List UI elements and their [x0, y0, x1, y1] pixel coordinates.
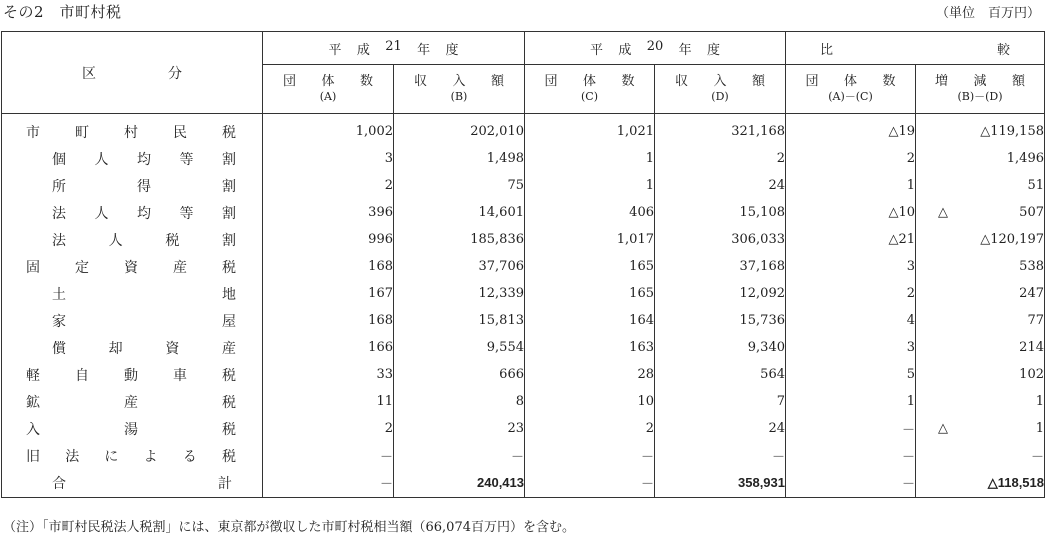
header-dantai-diff-char: 体: [843, 74, 857, 89]
row-label-char: 動: [124, 367, 138, 384]
row-label-char: 却: [108, 340, 123, 357]
cell-e: 2: [786, 145, 916, 172]
header-dantai-c-char: 団: [544, 74, 558, 89]
cell-d: 2: [655, 145, 786, 172]
header-h20-char: 平: [590, 42, 604, 58]
header-hikaku: [786, 32, 1045, 65]
cell-c: 2: [525, 415, 655, 442]
unit-label: （単位 百万円）: [935, 6, 1040, 21]
header-h20-char: 20: [646, 38, 664, 54]
header-zogen-char: 増: [935, 74, 949, 89]
row-label-char: 合: [52, 475, 66, 492]
row-label-char: 固: [26, 259, 40, 276]
cell-e: 2: [786, 280, 916, 307]
header-kubun: [2, 32, 263, 114]
table-row: [2, 280, 1045, 307]
header-hikaku-char: 較: [996, 42, 1010, 58]
row-label: [2, 307, 263, 334]
cell-a: 166: [263, 334, 394, 361]
header-kubun-char: 分: [168, 65, 182, 82]
row-label-char: 車: [173, 367, 187, 384]
triangle-mark: △: [938, 205, 948, 220]
row-label-char: 人: [108, 232, 123, 249]
cell-e: △10: [786, 199, 916, 226]
table-row: [2, 253, 1045, 280]
header-dantai-a: 団 体 数 (A): [263, 65, 394, 114]
row-label: [2, 361, 263, 388]
cell-e: －: [786, 415, 916, 442]
table-row: [2, 226, 1045, 253]
header-shunyu-b-char: 収: [414, 74, 428, 89]
table-row: [2, 199, 1045, 226]
row-label-char: 税: [222, 259, 236, 276]
row-label-char: 家: [52, 313, 66, 330]
cell-d: 15,736: [655, 307, 786, 334]
cell-d: 9,340: [655, 334, 786, 361]
cell-b: －: [394, 442, 525, 469]
row-label-char: 等: [179, 151, 194, 168]
row-label-char: 土: [52, 286, 66, 303]
header-dantai-diff-char: 数: [882, 74, 896, 89]
cell-d: 24: [655, 172, 786, 199]
row-label-char: 割: [222, 178, 236, 195]
row-label: [2, 280, 263, 307]
row-label-char: 税: [222, 421, 236, 438]
cell-f: △119,158: [916, 114, 1045, 146]
header-shunyu-d: 収 入 額 (D): [655, 65, 786, 114]
cell-d: 15,108: [655, 199, 786, 226]
table-row: [2, 361, 1045, 388]
cell-d: 24: [655, 415, 786, 442]
cell-a: 168: [263, 253, 394, 280]
cell-b: 15,813: [394, 307, 525, 334]
header-h21-char: 度: [445, 42, 459, 58]
page-title: その2 市町村税: [3, 3, 122, 21]
row-label-char: 法: [65, 448, 80, 465]
cell-b: 8: [394, 388, 525, 415]
row-label-char: 村: [124, 124, 138, 141]
cell-a: 11: [263, 388, 394, 415]
cell-e: 5: [786, 361, 916, 388]
cell-c: 165: [525, 253, 655, 280]
row-label: [2, 334, 263, 361]
table-body: [2, 114, 1045, 498]
header-dantai-c-char: 体: [582, 74, 596, 89]
header-h21: [263, 32, 525, 65]
cell-d: －: [655, 442, 786, 469]
cell-b: 202,010: [394, 114, 525, 146]
cell-c: 164: [525, 307, 655, 334]
header-h21-char: 平: [328, 42, 342, 58]
header-shunyu-b-char: 入: [452, 74, 466, 89]
row-label-char: 定: [75, 259, 89, 276]
cell-e: 1: [786, 172, 916, 199]
header-shunyu-b-char: 額: [490, 74, 504, 89]
table-row: [2, 469, 1045, 498]
row-label-char: 資: [165, 340, 180, 357]
cell-a: 2: [263, 415, 394, 442]
cell-e: －: [786, 469, 916, 498]
cell-a: 2: [263, 172, 394, 199]
cell-c: －: [525, 469, 655, 498]
header-kubun-char: 区: [82, 65, 96, 82]
cell-b: 666: [394, 361, 525, 388]
row-label-char: 自: [75, 367, 89, 384]
table-row: [2, 415, 1045, 442]
row-label: [2, 469, 263, 498]
row-label: [2, 442, 263, 469]
cell-b: 12,339: [394, 280, 525, 307]
row-label-char: 法: [52, 205, 66, 222]
row-label-char: 産: [221, 340, 236, 357]
cell-c: 1,017: [525, 226, 655, 253]
cell-a: 1,002: [263, 114, 394, 146]
cell-b: 1,498: [394, 145, 525, 172]
header-hikaku-char: 比: [820, 42, 834, 58]
cell-e: △19: [786, 114, 916, 146]
header-dantai-a-char: 体: [321, 74, 335, 89]
row-label-char: 産: [124, 394, 138, 411]
cell-f: 538: [916, 253, 1045, 280]
row-label-char: 等: [179, 205, 194, 222]
cell-c: 1: [525, 145, 655, 172]
footnote: （注）「市町村民税法人税割」には、東京都が徴収した市町村税相当額（66,074百万円）を含む。: [3, 520, 575, 535]
cell-f: 214: [916, 334, 1045, 361]
cell-b: 9,554: [394, 334, 525, 361]
header-dantai-diff: 団 体 数 (A)－(C): [786, 65, 916, 114]
row-label: [2, 199, 263, 226]
cell-c: 10: [525, 388, 655, 415]
header-dantai-diff-char: 団: [805, 74, 819, 89]
cell-b: 37,706: [394, 253, 525, 280]
row-label-char: 税: [221, 448, 236, 465]
header-h20-char: 年: [678, 42, 692, 58]
cell-f: 1,496: [916, 145, 1045, 172]
cell-b: 23: [394, 415, 525, 442]
cell-f: [916, 415, 1045, 442]
cell-f: 77: [916, 307, 1045, 334]
header-dantai-c: 団 体 数 (C): [525, 65, 655, 114]
header-dantai-c-char: 数: [621, 74, 635, 89]
row-label-char: 入: [26, 421, 40, 438]
cell-a: 996: [263, 226, 394, 253]
row-label-char: 所: [52, 178, 66, 195]
row-label-char: 湯: [124, 421, 138, 438]
header-h20-char: 成: [618, 42, 632, 58]
cell-b: 14,601: [394, 199, 525, 226]
cell-e: 3: [786, 253, 916, 280]
row-label-char: 人: [94, 151, 109, 168]
cell-a: 396: [263, 199, 394, 226]
header-h21-char: 成: [356, 42, 370, 58]
cell-f: 51: [916, 172, 1045, 199]
table-row: [2, 334, 1045, 361]
table-row: [2, 307, 1045, 334]
cell-c: 163: [525, 334, 655, 361]
header-dantai-a-char: 団: [283, 74, 297, 89]
cell-f-value: 1: [1035, 421, 1044, 436]
row-label-char: 町: [75, 124, 89, 141]
cell-d: 306,033: [655, 226, 786, 253]
row-label: [2, 172, 263, 199]
header-dantai-a-char: 数: [359, 74, 373, 89]
cell-b: 75: [394, 172, 525, 199]
row-label-char: に: [104, 448, 119, 465]
row-label-char: 償: [52, 340, 66, 357]
row-label-char: 地: [222, 286, 236, 303]
row-label-char: 産: [173, 259, 187, 276]
cell-e: －: [786, 442, 916, 469]
cell-a: 167: [263, 280, 394, 307]
header-zogen-char: 減: [973, 74, 987, 89]
row-label-char: 軽: [26, 367, 40, 384]
cell-d: 7: [655, 388, 786, 415]
cell-f: 1: [916, 388, 1045, 415]
row-label-char: 人: [94, 205, 109, 222]
row-label: [2, 388, 263, 415]
cell-f: [916, 199, 1045, 226]
table-row: [2, 145, 1045, 172]
row-label: [2, 415, 263, 442]
row-label-char: 旧: [26, 448, 40, 465]
cell-f: △120,197: [916, 226, 1045, 253]
row-label-char: 割: [221, 232, 236, 249]
row-label-char: 市: [26, 124, 40, 141]
table-row: [2, 442, 1045, 469]
row-label-char: 法: [52, 232, 66, 249]
cell-a: 168: [263, 307, 394, 334]
header-h20: [525, 32, 786, 65]
row-label-char: 税: [222, 367, 236, 384]
row-label: [2, 145, 263, 172]
cell-e: △21: [786, 226, 916, 253]
header-zogen: 増 減 額 (B)－(D): [916, 65, 1045, 114]
cell-c: －: [525, 442, 655, 469]
row-label-char: 計: [218, 475, 232, 492]
row-label: [2, 114, 263, 146]
row-label: [2, 253, 263, 280]
table-row: [2, 172, 1045, 199]
header-h20-char: 度: [706, 42, 720, 58]
cell-d: 321,168: [655, 114, 786, 146]
header-zogen-char: 額: [1011, 74, 1025, 89]
cell-e: 3: [786, 334, 916, 361]
row-label-char: よ: [143, 448, 158, 465]
header-h21-char: 年: [417, 42, 431, 58]
row-label-char: 屋: [222, 313, 236, 330]
header-shunyu-d-char: 額: [751, 74, 765, 89]
cell-b: 240,413: [394, 469, 525, 498]
row-label-char: 鉱: [26, 394, 40, 411]
row-label-char: 資: [124, 259, 138, 276]
cell-a: －: [263, 442, 394, 469]
cell-a: 3: [263, 145, 394, 172]
row-label-char: 割: [222, 205, 236, 222]
row-label-char: る: [182, 448, 197, 465]
header-shunyu-b: 収 入 額 (B): [394, 65, 525, 114]
header-shunyu-d-char: 入: [713, 74, 727, 89]
row-label-char: 税: [165, 232, 180, 249]
row-label-char: 均: [137, 151, 151, 168]
cell-c: 1,021: [525, 114, 655, 146]
cell-b: 185,836: [394, 226, 525, 253]
cell-f: 247: [916, 280, 1045, 307]
row-label-char: 民: [173, 124, 187, 141]
row-label-char: 均: [137, 205, 151, 222]
table-row: [2, 114, 1045, 146]
cell-f-value: 507: [1019, 205, 1044, 220]
cell-c: 406: [525, 199, 655, 226]
row-label-char: 個: [52, 151, 66, 168]
row-label: [2, 226, 263, 253]
cell-d: 12,092: [655, 280, 786, 307]
row-label-char: 割: [222, 151, 236, 168]
cell-f: －: [916, 442, 1045, 469]
table-row: [2, 388, 1045, 415]
cell-d: 564: [655, 361, 786, 388]
row-label-char: 得: [137, 178, 151, 195]
cell-e: 4: [786, 307, 916, 334]
cell-d: 37,168: [655, 253, 786, 280]
cell-c: 1: [525, 172, 655, 199]
cell-f: 102: [916, 361, 1045, 388]
cell-a: 33: [263, 361, 394, 388]
cell-c: 28: [525, 361, 655, 388]
cell-f: △118,518: [916, 469, 1045, 498]
tax-table: [1, 31, 1045, 498]
triangle-mark: △: [938, 421, 948, 436]
cell-e: 1: [786, 388, 916, 415]
cell-a: －: [263, 469, 394, 498]
row-label-char: 税: [222, 124, 236, 141]
row-label-char: 税: [222, 394, 236, 411]
cell-d: 358,931: [655, 469, 786, 498]
header-shunyu-d-char: 収: [675, 74, 689, 89]
cell-c: 165: [525, 280, 655, 307]
header-h21-char: 21: [385, 38, 402, 54]
